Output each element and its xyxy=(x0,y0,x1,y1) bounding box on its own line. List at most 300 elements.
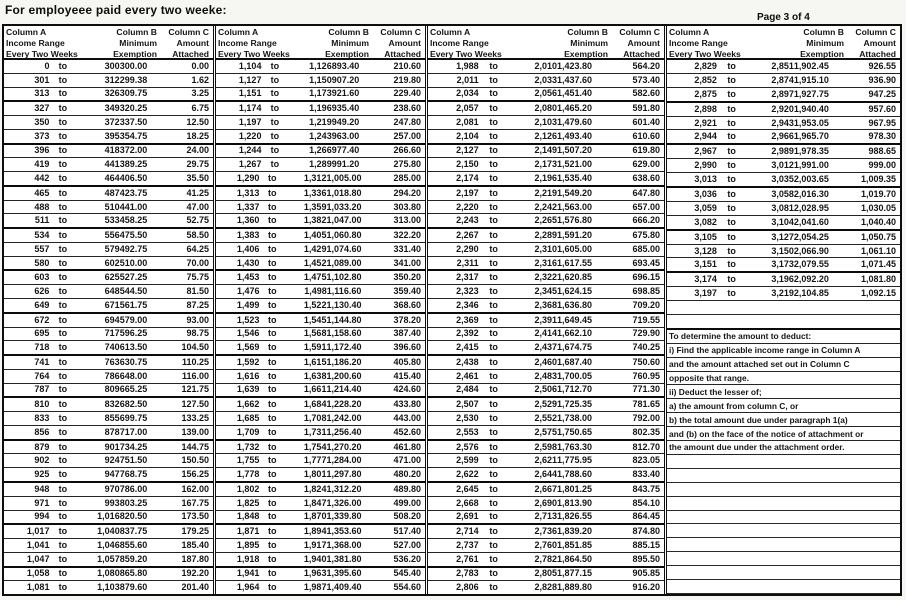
income-to-cell: 694 xyxy=(104,314,120,325)
range-to-label: to xyxy=(267,469,277,480)
income-from-cell: 2,714 xyxy=(456,526,479,537)
amount-attached-cell: 999.00 xyxy=(868,160,896,171)
income-from-cell: 3,013 xyxy=(694,174,717,185)
income-from-cell: 350 xyxy=(34,116,50,127)
table-row xyxy=(4,243,213,257)
amount-attached-cell: 359.40 xyxy=(393,286,421,297)
income-to-cell: 2,966 xyxy=(771,131,794,142)
range-to-label: to xyxy=(267,441,277,452)
minimum-exemption-cell: 441.00 xyxy=(119,201,148,212)
table-row xyxy=(428,328,664,342)
range-to-label: to xyxy=(727,88,736,99)
range-to-label: to xyxy=(270,116,280,127)
minimum-exemption-cell: 1,877.15 xyxy=(556,568,593,579)
range-to-label: to xyxy=(58,511,68,522)
income-from-cell: 511 xyxy=(34,215,50,226)
income-to-cell: 2,322 xyxy=(534,272,557,283)
range-to-label: to xyxy=(270,159,280,170)
income-to-cell: 2,173 xyxy=(534,159,557,170)
income-from-cell: 1,104 xyxy=(238,60,262,71)
amount-attached-cell: 1,050.75 xyxy=(860,231,896,242)
income-from-cell: 2,737 xyxy=(456,539,479,550)
range-to-label: to xyxy=(489,74,498,85)
amount-attached-cell: 104.50 xyxy=(181,342,209,353)
amount-attached-cell: 1,040.40 xyxy=(860,216,896,227)
income-to-cell: 1,638 xyxy=(303,370,327,381)
income-from-cell: 373 xyxy=(34,130,50,141)
table-row xyxy=(4,356,213,370)
income-to-cell: 2,391 xyxy=(534,314,557,325)
range-to-label: to xyxy=(489,497,498,508)
header-income-range: Income Range xyxy=(669,38,728,48)
minimum-exemption-cell: 1,297.80 xyxy=(326,469,362,480)
income-from-cell: 2,011 xyxy=(456,74,479,85)
income-to-cell: 312 xyxy=(104,74,120,85)
income-from-cell: 2,461 xyxy=(456,370,479,381)
minimum-exemption-cell: 1,256.40 xyxy=(326,426,362,437)
income-from-cell: 856 xyxy=(34,426,50,437)
table-row xyxy=(428,412,664,426)
income-from-cell: 2,267 xyxy=(456,230,479,241)
table-row xyxy=(667,273,900,287)
range-to-label: to xyxy=(267,539,277,550)
minimum-exemption-cell: 1,750.65 xyxy=(556,426,593,437)
range-to-label: to xyxy=(489,426,498,437)
income-to-cell: 2,920 xyxy=(771,103,794,114)
amount-attached-cell: 331.40 xyxy=(393,243,422,254)
minimum-exemption-cell: 935.40 xyxy=(331,103,360,114)
amount-attached-cell: 988.65 xyxy=(868,146,896,157)
table-row xyxy=(216,468,425,483)
income-from-cell: 2,875 xyxy=(694,88,717,99)
amount-attached-cell: 582.60 xyxy=(632,88,660,99)
income-to-cell: 2,345 xyxy=(534,286,557,297)
income-to-cell: 993 xyxy=(104,497,120,508)
range-to-label: to xyxy=(267,201,277,212)
income-from-cell: 1,017 xyxy=(26,526,50,537)
range-to-label: to xyxy=(270,88,280,99)
range-to-label: to xyxy=(58,328,68,339)
range-to-label: to xyxy=(727,231,736,242)
amount-attached-cell: 771.30 xyxy=(632,384,660,395)
table-row xyxy=(4,553,213,568)
income-from-cell: 718 xyxy=(34,342,50,353)
minimum-exemption-cell: 1,047.00 xyxy=(326,215,362,226)
amount-attached-cell: 58.50 xyxy=(186,230,209,241)
minimum-exemption-cell: 2,054.25 xyxy=(793,231,829,242)
income-to-cell: 2,736 xyxy=(534,526,557,537)
minimum-exemption-cell: 1,563.00 xyxy=(556,201,593,212)
range-to-label: to xyxy=(58,426,68,437)
amount-attached-cell: 833.40 xyxy=(632,469,660,480)
table-row xyxy=(4,74,213,88)
table-row xyxy=(667,103,900,117)
income-from-cell: 1,988 xyxy=(456,60,479,71)
header-income-range: Income Range xyxy=(218,38,277,48)
table-row xyxy=(216,525,425,539)
range-to-label: to xyxy=(267,455,277,466)
table-row xyxy=(428,356,664,370)
amount-attached-cell: 978.30 xyxy=(868,131,896,142)
amount-attached-cell: 167.75 xyxy=(181,497,209,508)
amount-attached-cell: 150.50 xyxy=(181,455,209,466)
income-to-cell: 2,760 xyxy=(534,539,557,550)
amount-attached-cell: 885.15 xyxy=(632,539,660,550)
amount-attached-cell: 601.40 xyxy=(632,116,660,127)
header-every-two-weeks: Every Two Weeks xyxy=(430,49,502,59)
range-to-label: to xyxy=(58,539,68,550)
amount-attached-cell: 545.40 xyxy=(393,568,422,579)
range-to-label: to xyxy=(489,88,498,99)
range-to-label: to xyxy=(267,257,277,268)
amount-attached-cell: 185.40 xyxy=(181,539,209,550)
income-to-cell: 1,777 xyxy=(303,455,327,466)
income-from-cell: 2,829 xyxy=(694,60,717,71)
income-from-cell: 1,964 xyxy=(236,582,260,593)
table-row xyxy=(4,116,213,130)
minimum-exemption-cell: 423.75 xyxy=(119,187,148,198)
header-minimum: Minimum xyxy=(570,38,608,48)
amount-attached-cell: 508.20 xyxy=(393,511,422,522)
income-to-cell: 924 xyxy=(104,455,120,466)
minimum-exemption-cell: 699.75 xyxy=(119,413,148,424)
table-row xyxy=(428,497,664,511)
income-from-cell: 1,499 xyxy=(236,299,260,310)
income-to-cell: 2,056 xyxy=(534,88,557,99)
amount-attached-cell: 179.25 xyxy=(181,526,209,537)
minimum-exemption-cell: 309.75 xyxy=(119,88,148,99)
table-row xyxy=(216,285,425,299)
minimum-exemption-cell: 300.00 xyxy=(119,60,148,71)
amount-attached-cell: 70.00 xyxy=(186,257,209,268)
table-row xyxy=(667,173,900,188)
income-from-cell: 2,622 xyxy=(456,469,479,480)
amount-attached-cell: 98.75 xyxy=(186,328,209,339)
amount-attached-cell: 75.75 xyxy=(186,272,209,283)
group-header xyxy=(4,26,213,60)
minimum-exemption-cell: 1,605.00 xyxy=(556,243,593,254)
page-title: For employeee paid every two weeke: xyxy=(5,3,227,17)
table-row xyxy=(4,88,213,103)
range-to-label: to xyxy=(58,483,68,494)
table-row xyxy=(216,398,425,412)
amount-attached-cell: 12.50 xyxy=(186,116,209,127)
minimum-exemption-cell: 1,649.45 xyxy=(556,314,593,325)
range-to-label: to xyxy=(267,553,277,564)
income-from-cell: 1,918 xyxy=(236,553,260,564)
income-to-cell: 2,805 xyxy=(534,568,557,579)
table-row xyxy=(428,172,664,187)
table-row xyxy=(4,370,213,384)
table-row xyxy=(216,483,425,497)
income-from-cell: 301 xyxy=(34,74,50,85)
range-to-label: to xyxy=(270,60,280,71)
range-to-label: to xyxy=(727,259,736,270)
table-row xyxy=(4,568,213,582)
table-row xyxy=(667,245,900,259)
table-row xyxy=(428,483,664,497)
amount-attached-cell: 916.20 xyxy=(632,582,660,593)
income-from-cell: 2,990 xyxy=(694,160,717,171)
income-from-cell: 1,453 xyxy=(236,272,260,283)
amount-attached-cell: 219.80 xyxy=(393,74,421,85)
income-to-cell: 2,874 xyxy=(771,74,794,85)
empty-row xyxy=(667,469,900,483)
income-from-cell: 465 xyxy=(34,187,50,198)
range-to-label: to xyxy=(489,215,498,226)
header-column-b: Column B xyxy=(803,27,844,37)
minimum-exemption-cell: 665.25 xyxy=(119,384,148,395)
income-from-cell: 0 xyxy=(44,60,50,71)
empty-row xyxy=(667,566,900,580)
income-from-cell: 2,197 xyxy=(456,187,479,198)
minimum-exemption-cell: 1,674.75 xyxy=(556,342,593,353)
table-row xyxy=(216,568,425,582)
table-row xyxy=(428,511,664,526)
amount-attached-cell: 719.55 xyxy=(632,314,660,325)
range-to-label: to xyxy=(489,511,498,522)
income-to-cell: 2,851 xyxy=(771,60,794,71)
income-to-cell: 1,940 xyxy=(303,553,327,564)
income-from-cell: 1,709 xyxy=(236,426,260,437)
minimum-exemption-cell: 751.50 xyxy=(119,455,148,466)
minimum-exemption-cell: 1,312.20 xyxy=(326,483,362,494)
minimum-exemption-cell: 2,092.20 xyxy=(793,274,829,285)
income-from-cell: 1,174 xyxy=(238,103,262,114)
amount-attached-cell: 87.25 xyxy=(186,299,209,310)
range-to-label: to xyxy=(727,274,736,285)
table-row xyxy=(216,145,425,159)
empty-row xyxy=(667,524,900,538)
range-to-label: to xyxy=(58,553,68,564)
amount-attached-cell: 162.00 xyxy=(181,483,209,494)
minimum-exemption-cell: 1,186.20 xyxy=(326,356,362,367)
income-to-cell: 2,782 xyxy=(534,553,557,564)
amount-attached-cell: 1,071.45 xyxy=(860,259,896,270)
income-from-cell: 1,430 xyxy=(236,257,260,268)
income-to-cell: 740 xyxy=(104,342,120,353)
amount-attached-cell: 81.50 xyxy=(186,286,209,297)
table-row xyxy=(667,145,900,159)
table-row xyxy=(216,314,425,328)
table-row xyxy=(216,116,425,130)
amount-attached-cell: 864.45 xyxy=(632,511,660,522)
income-to-cell: 2,033 xyxy=(534,74,557,85)
income-to-cell: 1,312 xyxy=(303,173,327,183)
income-to-cell: 1,498 xyxy=(304,286,327,297)
amount-attached-cell: 696.15 xyxy=(632,272,660,283)
range-to-label: to xyxy=(58,103,68,114)
income-from-cell: 1,220 xyxy=(238,130,262,141)
minimum-exemption-cell: 389.25 xyxy=(119,159,148,170)
amount-attached-cell: 29.75 xyxy=(186,159,209,170)
income-to-cell: 1,754 xyxy=(303,441,327,452)
income-to-cell: 2,010 xyxy=(534,60,557,71)
income-to-cell: 1,894 xyxy=(303,526,327,537)
income-to-cell: 1,987 xyxy=(303,582,327,593)
income-to-cell: 2,989 xyxy=(771,146,794,157)
amount-attached-cell: 238.60 xyxy=(393,103,421,114)
table-row xyxy=(4,299,213,314)
income-from-cell: 2,852 xyxy=(694,74,717,85)
range-to-label: to xyxy=(489,201,498,212)
table-row xyxy=(216,426,425,441)
minimum-exemption-cell: 510.00 xyxy=(119,257,148,268)
income-to-cell: 3,035 xyxy=(771,174,794,185)
income-from-cell: 971 xyxy=(34,497,50,508)
amount-attached-cell: 781.65 xyxy=(632,399,660,410)
amount-attached-cell: 698.85 xyxy=(632,286,660,297)
range-to-label: to xyxy=(58,230,68,241)
income-to-cell: 2,483 xyxy=(534,370,557,381)
income-to-cell: 2,149 xyxy=(534,145,557,156)
income-to-cell: 464 xyxy=(104,173,120,183)
minimum-exemption-cell: 337.50 xyxy=(119,116,148,127)
amount-attached-cell: 573.40 xyxy=(632,74,660,85)
range-to-label: to xyxy=(267,568,277,579)
income-from-cell: 741 xyxy=(34,356,50,367)
table-row xyxy=(216,187,425,201)
income-to-cell: 1,336 xyxy=(303,187,327,198)
minimum-exemption-cell: 1,915.10 xyxy=(793,74,829,85)
table-row xyxy=(428,257,664,272)
income-from-cell: 2,438 xyxy=(456,356,479,367)
table-row xyxy=(428,581,664,594)
income-from-cell: 2,392 xyxy=(456,328,479,339)
income-from-cell: 948 xyxy=(34,483,50,494)
group-header xyxy=(216,26,425,60)
table-row xyxy=(4,229,213,243)
range-to-label: to xyxy=(489,145,498,156)
header-attached: Attached xyxy=(623,49,660,59)
minimum-exemption-cell: 1,813.90 xyxy=(556,497,593,508)
minimum-exemption-cell: 1,978.35 xyxy=(793,146,829,157)
minimum-exemption-cell: 492.75 xyxy=(119,243,148,254)
table-row xyxy=(667,287,900,301)
amount-attached-cell: 1,009.35 xyxy=(860,174,896,185)
income-from-cell: 1,127 xyxy=(238,74,262,85)
table-row xyxy=(428,187,664,201)
income-from-cell: 1,755 xyxy=(236,455,260,466)
empty-row xyxy=(667,301,900,315)
income-to-cell: 1,046 xyxy=(97,539,120,550)
rows-container xyxy=(4,60,213,594)
income-from-cell: 1,941 xyxy=(236,568,260,579)
range-to-label: to xyxy=(489,441,498,452)
income-from-cell: 1,197 xyxy=(238,116,262,127)
income-from-cell: 2,057 xyxy=(456,103,479,114)
income-to-cell: 1,847 xyxy=(303,497,327,508)
income-from-cell: 1,337 xyxy=(236,201,260,212)
minimum-exemption-cell: 320.25 xyxy=(119,103,148,114)
income-from-cell: 1,406 xyxy=(236,243,260,254)
amount-attached-cell: 93.00 xyxy=(186,314,209,325)
amount-attached-cell: 387.40 xyxy=(393,328,422,339)
income-to-cell: 1,382 xyxy=(303,215,327,226)
income-to-cell: 2,103 xyxy=(534,116,557,127)
minimum-exemption-cell: 1,839.20 xyxy=(556,526,593,537)
page-number: Page 3 of 4 xyxy=(757,12,810,23)
range-to-label: to xyxy=(267,384,277,395)
minimum-exemption-cell: 2,104.85 xyxy=(793,288,829,299)
range-to-label: to xyxy=(267,582,277,593)
attachment-table xyxy=(2,24,902,596)
range-to-label: to xyxy=(58,399,68,410)
income-from-cell: 2,174 xyxy=(456,173,479,183)
table-row xyxy=(428,426,664,441)
minimum-exemption-cell: 1,687.40 xyxy=(556,356,593,367)
table-row xyxy=(4,201,213,215)
header-minimum: Minimum xyxy=(119,38,157,48)
income-to-cell: 3,150 xyxy=(771,245,794,256)
range-to-label: to xyxy=(58,243,68,254)
income-from-cell: 2,898 xyxy=(694,103,717,114)
minimum-exemption-cell: 1,620.85 xyxy=(556,272,593,283)
income-from-cell: 1,523 xyxy=(236,314,260,325)
income-to-cell: 1,359 xyxy=(303,201,327,212)
table-row xyxy=(428,285,664,299)
income-from-cell: 2,127 xyxy=(456,145,479,156)
table-row xyxy=(216,60,425,74)
income-to-cell: 2,310 xyxy=(534,243,557,254)
amount-attached-cell: 41.25 xyxy=(186,187,209,198)
amount-attached-cell: 750.60 xyxy=(632,356,660,367)
table-row xyxy=(428,130,664,145)
minimum-exemption-cell: 1,712.70 xyxy=(556,384,593,395)
income-to-cell: 2,598 xyxy=(534,441,557,452)
amount-attached-cell: 610.60 xyxy=(632,130,660,141)
income-from-cell: 879 xyxy=(34,441,50,452)
table-row xyxy=(667,216,900,231)
minimum-exemption-cell: 1,409.40 xyxy=(326,582,362,593)
income-from-cell: 3,036 xyxy=(694,188,717,199)
table-row xyxy=(428,384,664,399)
income-from-cell: 1,825 xyxy=(236,497,260,508)
income-from-cell: 1,895 xyxy=(236,539,260,550)
range-to-label: to xyxy=(58,356,68,367)
income-from-cell: 2,243 xyxy=(456,215,479,226)
table-row xyxy=(216,356,425,370)
amount-attached-cell: 201.40 xyxy=(181,582,209,593)
income-from-cell: 2,220 xyxy=(456,201,479,212)
minimum-exemption-cell: 1,326.00 xyxy=(326,497,362,508)
table-row xyxy=(4,187,213,201)
table-row xyxy=(216,454,425,468)
minimum-exemption-cell: 527.25 xyxy=(119,272,148,283)
minimum-exemption-cell: 1,353.60 xyxy=(326,526,362,537)
table-row xyxy=(428,539,664,553)
minimum-exemption-cell: 1,005.00 xyxy=(326,173,362,183)
income-to-cell: 717 xyxy=(104,328,120,339)
income-from-cell: 1,476 xyxy=(237,286,260,297)
income-from-cell: 2,484 xyxy=(456,384,479,395)
range-to-label: to xyxy=(727,103,736,114)
income-to-cell: 2,506 xyxy=(534,384,557,395)
range-to-label: to xyxy=(58,60,68,71)
amount-attached-cell: 729.90 xyxy=(632,328,660,339)
income-from-cell: 902 xyxy=(34,455,50,466)
range-to-label: to xyxy=(267,356,277,367)
income-to-cell: 970 xyxy=(104,483,120,494)
table-row xyxy=(216,412,425,426)
rows-container xyxy=(428,60,664,594)
minimum-exemption-cell: 1,953.05 xyxy=(793,117,829,128)
table-row xyxy=(428,158,664,172)
range-to-label: to xyxy=(727,131,736,142)
amount-attached-cell: 1,019.70 xyxy=(860,188,896,199)
empty-row xyxy=(667,315,900,329)
range-to-label: to xyxy=(267,399,277,410)
